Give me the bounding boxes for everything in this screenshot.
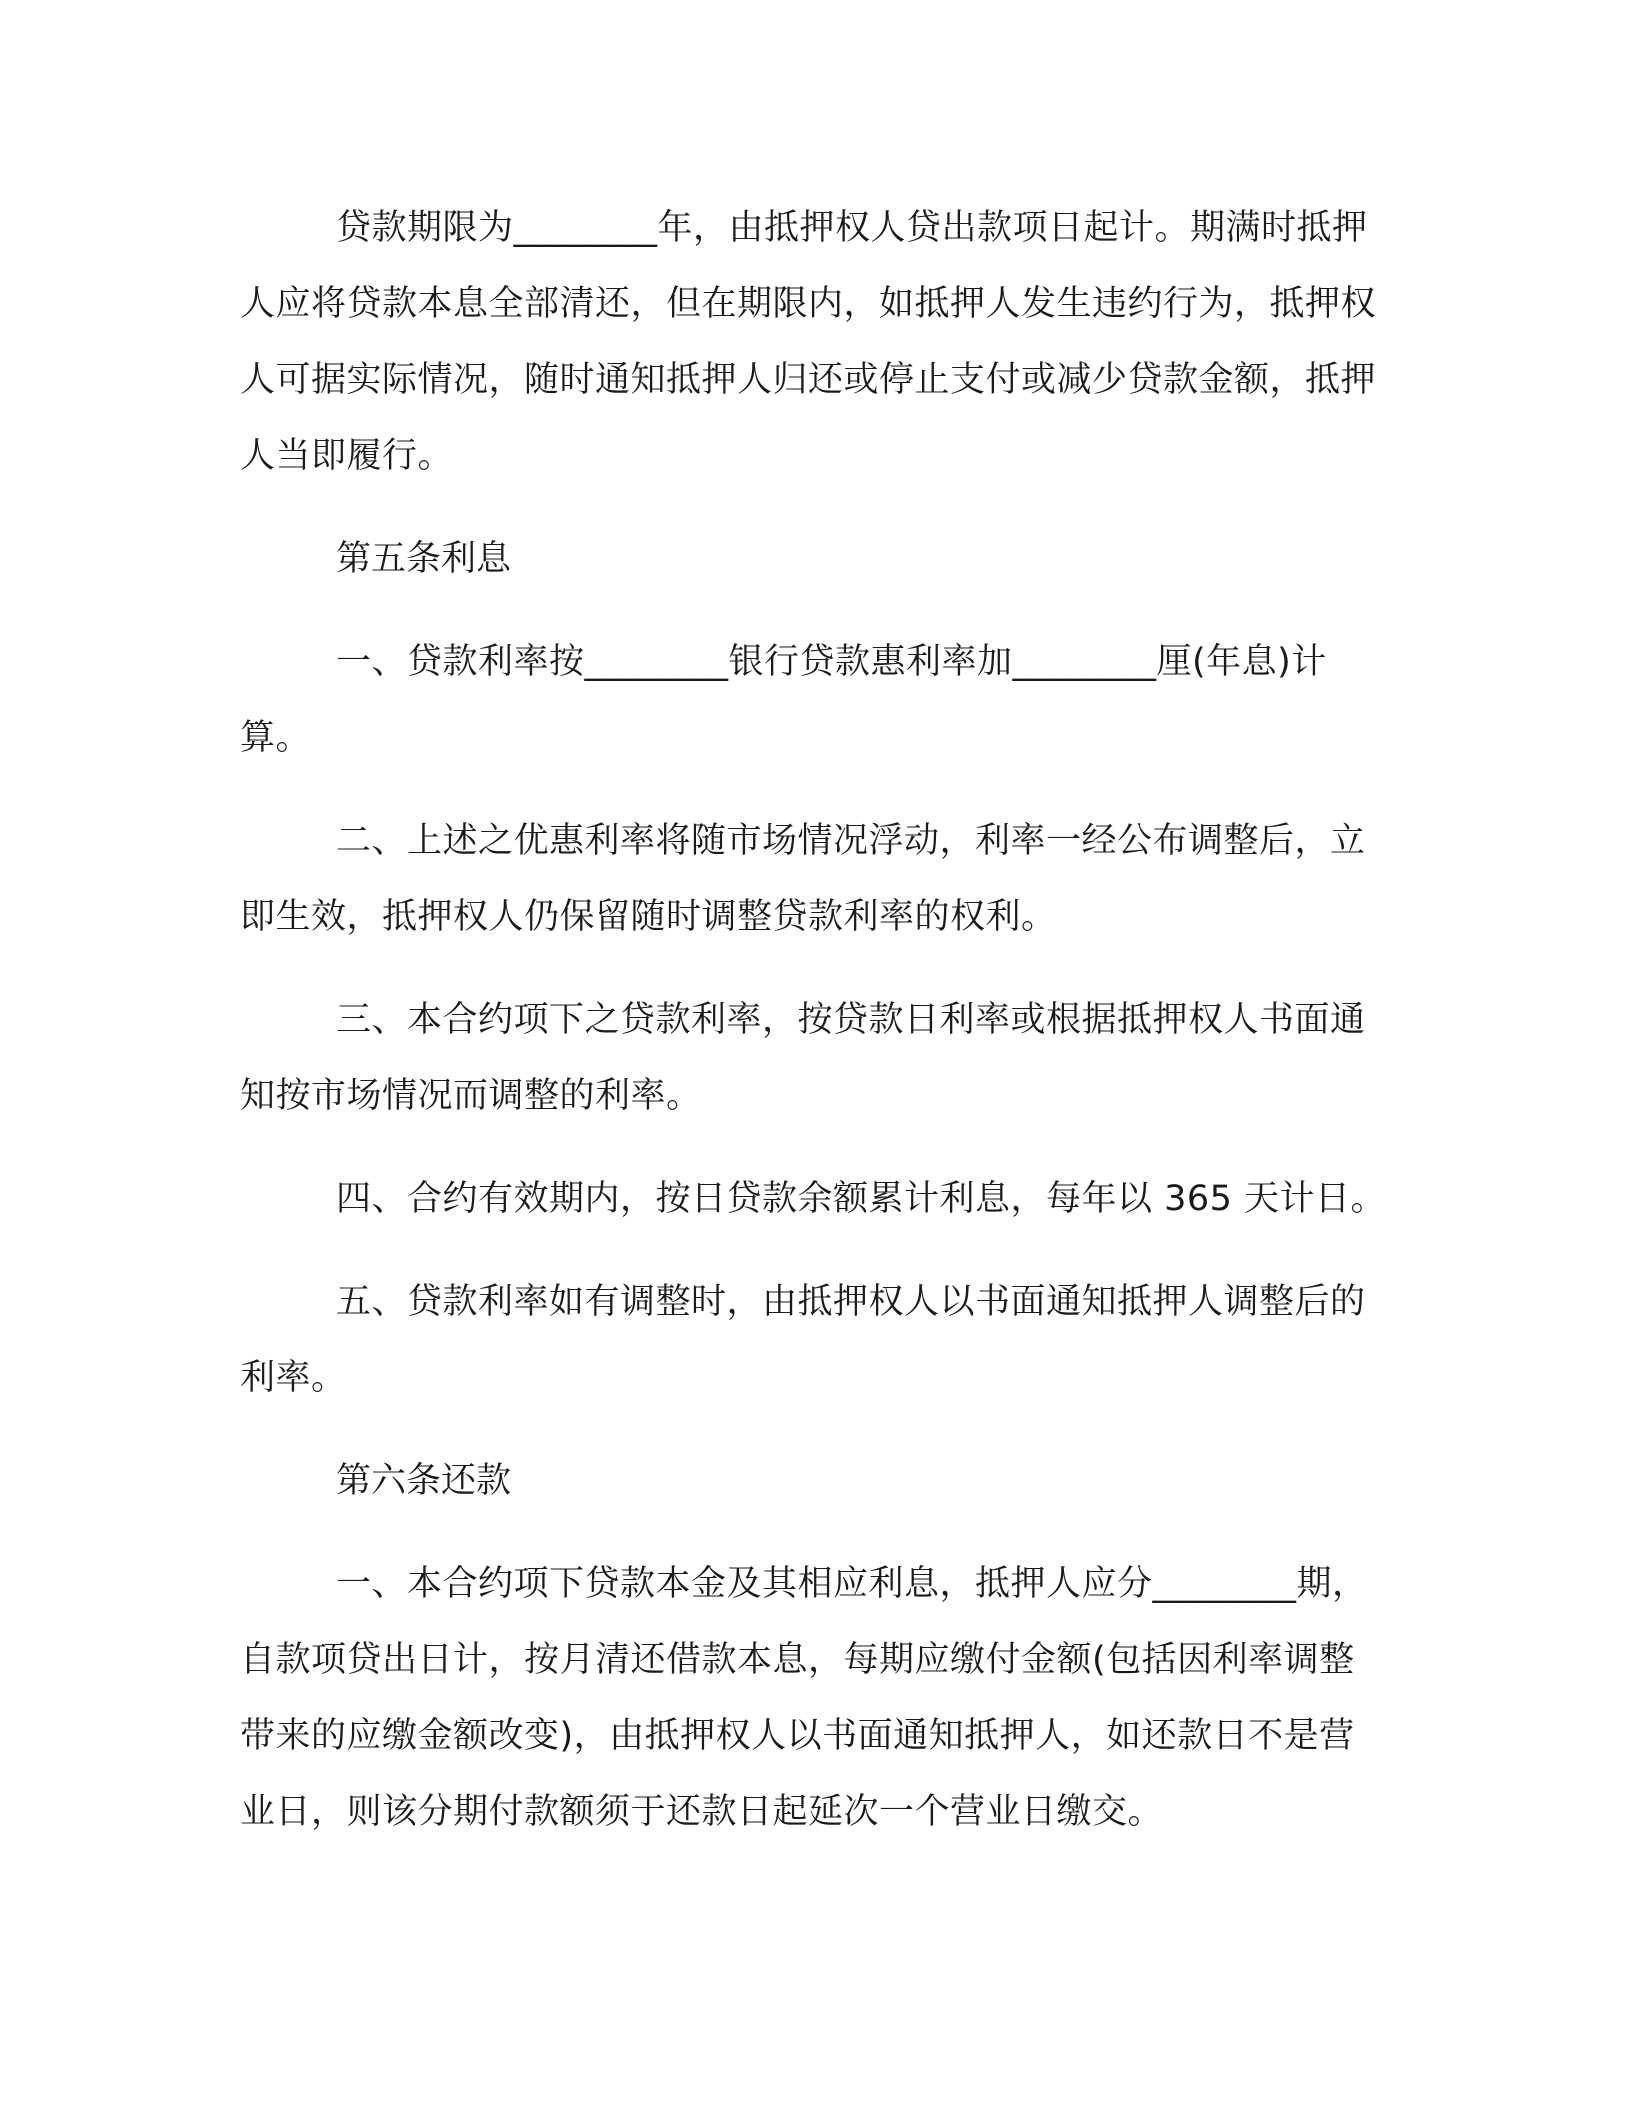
paragraph-repayment-1: 一、本合约项下贷款本金及其相应利息，抵押人应分________期，自款项贷出日计，按月清还借款本息，每期应缴付金额(包括因利率调整带来的应缴金额改变)，由抵押权人以书面通知抵押人，如还款日不是营业日，则该分期付款额须于还款日起延次一个营业日缴交。: [240, 1564, 1368, 1832]
paragraph-interest-4: 四、合约有效期内，按日贷款余额累计利息，每年以 365 天计日。: [336, 1179, 1387, 1219]
paragraph-interest-3: 三、本合约项下之贷款利率，按贷款日利率或根据抵押权人书面通知按市场情况而调整的利率。: [240, 1000, 1366, 1116]
paragraph-interest-1: 一、贷款利率按________银行贷款惠利率加________厘(年息)计算。: [240, 642, 1327, 758]
document-body: [240, 190, 1390, 1850]
paragraph-loan-term: 贷款期限为________年，由抵押权人贷出款项日起计。期满时抵押人应将贷款本息全部清还，但在期限内，如抵押人发生违约行为，抵押权人可据实际情况，随时通知抵押人归还或停止支付或减少贷款金额，抵押人当即履行。: [240, 208, 1377, 476]
section-heading-repayment: 第六条还款: [336, 1461, 512, 1501]
paragraph-interest-5: 五、贷款利率如有调整时，由抵押权人以书面通知抵押人调整后的利率。: [240, 1282, 1366, 1398]
section-heading-interest: 第五条利息: [336, 539, 512, 579]
paragraph-interest-2: 二、上述之优惠利率将随市场情况浮动，利率一经公布调整后，立即生效，抵押权人仍保留随时调整贷款利率的权利。: [240, 821, 1366, 937]
